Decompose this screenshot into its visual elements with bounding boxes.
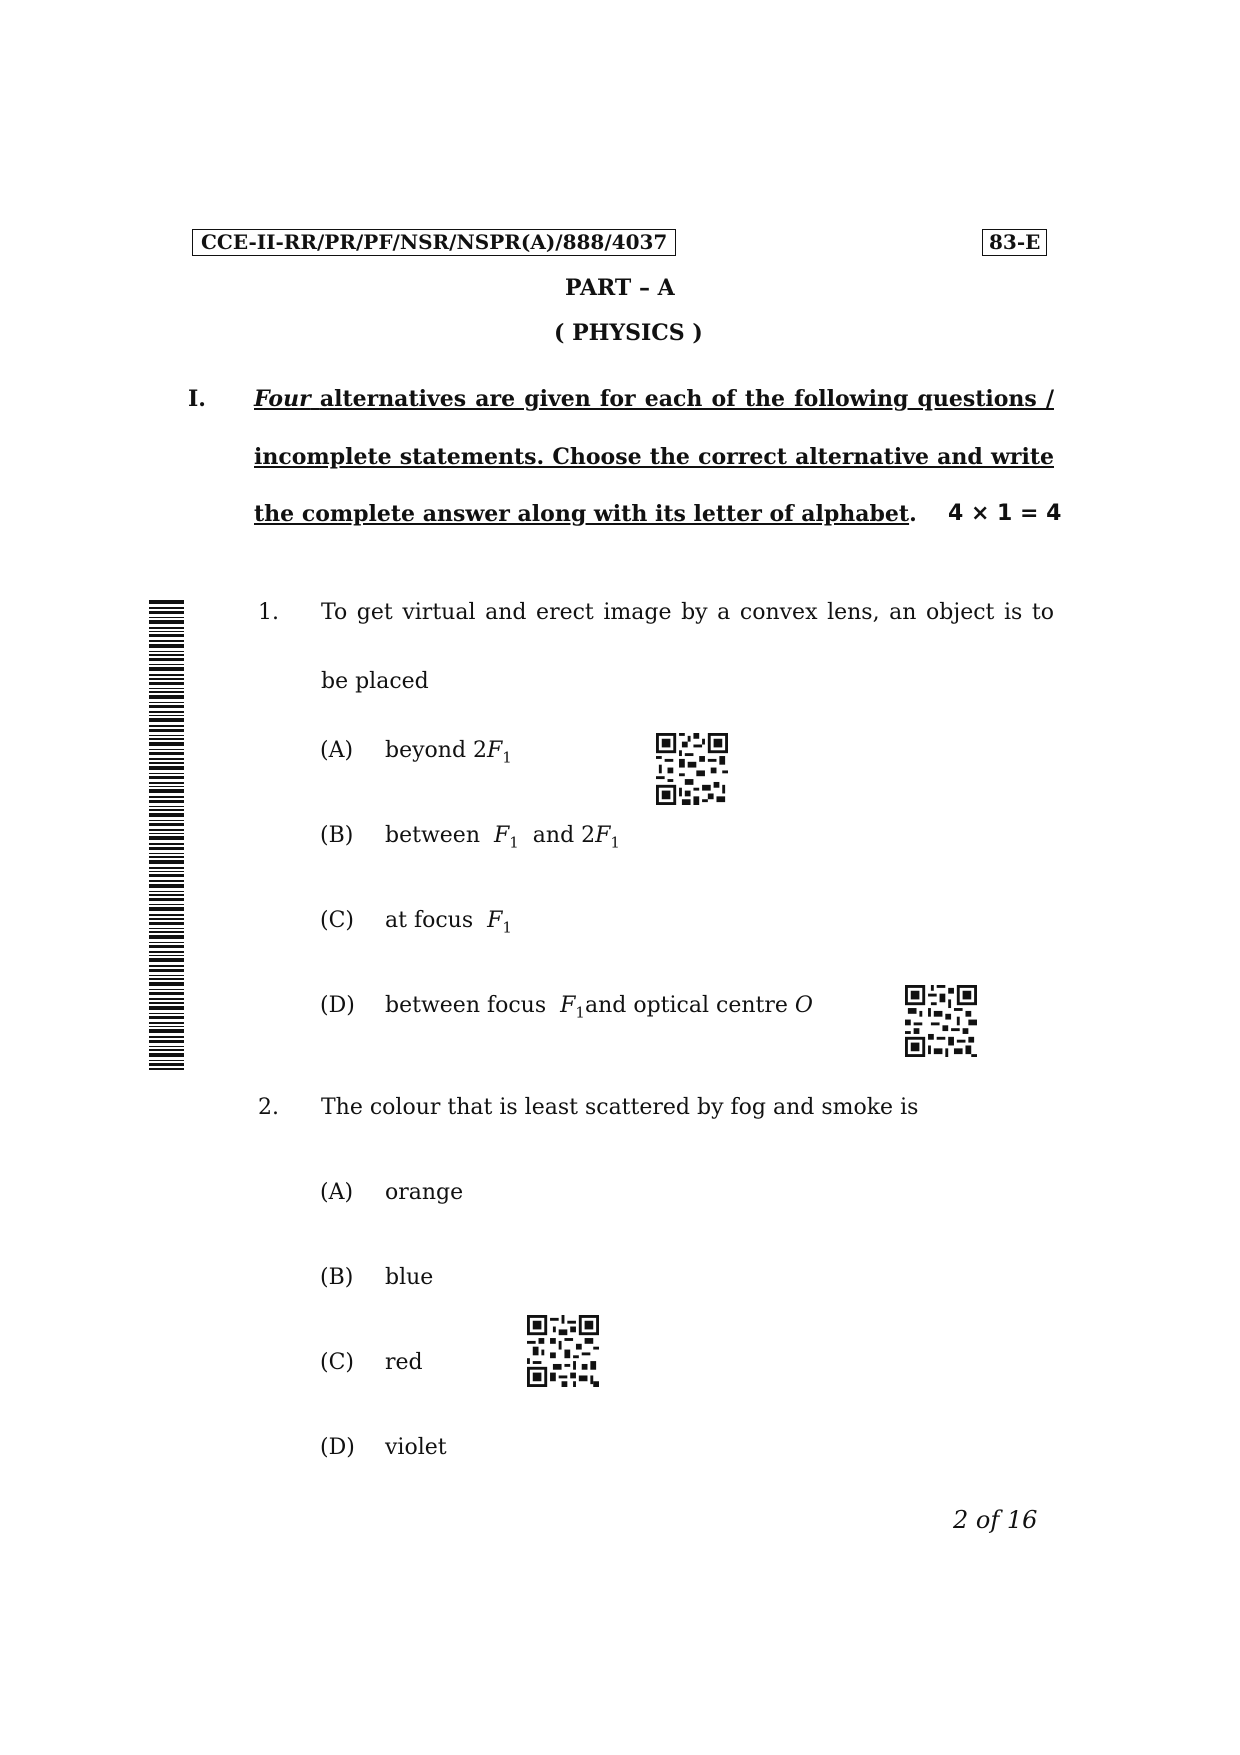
q1-option-b-letter: (B): [320, 823, 354, 848]
instruction-lead: Four: [254, 386, 311, 412]
paper-code: 83-E: [982, 229, 1047, 256]
exam-code: CCE-II-RR/PR/PF/NSR/NSPR(A)/888/4037: [192, 229, 676, 256]
instruction-text-2: incomplete statements. Choose the correct alternative and write: [254, 444, 1054, 470]
instruction-line-3: [254, 501, 917, 527]
q2-option-b-text: blue: [385, 1265, 434, 1290]
q2-option-a-text: orange: [385, 1180, 464, 1205]
q1-option-d-letter: (D): [320, 993, 355, 1018]
question-1-number: 1.: [258, 600, 279, 625]
instruction-text-3: the complete answer along with its letter of alphabet: [254, 501, 910, 527]
question-1-text-line-2: be placed: [321, 669, 429, 694]
instruction-line-2: [254, 444, 1054, 470]
q2-option-b-letter: (B): [320, 1265, 354, 1290]
part-title: PART – A: [565, 275, 675, 301]
qr-code-image: [527, 1315, 599, 1387]
section-number: I.: [188, 386, 206, 412]
q2-option-c-text: red: [385, 1350, 423, 1375]
q1-option-a-letter: (A): [320, 738, 354, 763]
marks-allocation: 4 × 1 = 4: [948, 501, 1062, 526]
subject-title: ( PHYSICS ): [554, 320, 703, 346]
q1-option-d-text: between focus $F_1and$ optical centre O: [385, 993, 813, 1022]
q2-option-d-letter: (D): [320, 1435, 355, 1460]
question-1-text-line-1: To get virtual and erect image by a convex lens, an object is to: [321, 600, 1054, 625]
q2-option-a-letter: (A): [320, 1180, 354, 1205]
question-2-text: The colour that is least scattered by fog and smoke is: [321, 1095, 919, 1120]
q1-option-a-text: beyond $2F_1$: [385, 738, 512, 767]
q1-option-b-text: between $F_1$ and $2F_1$: [385, 823, 620, 852]
instruction-text-1: alternatives are given for each of the following questions /: [319, 386, 1054, 412]
question-2-number: 2.: [258, 1095, 279, 1120]
qr-code-image: [656, 733, 728, 805]
qr-code-image: [905, 985, 977, 1057]
q2-option-c-letter: (C): [320, 1350, 354, 1375]
instruction-period: .: [909, 501, 917, 527]
instruction-line-1: [254, 386, 1054, 412]
q1-option-c-text: at focus $F_1$: [385, 908, 512, 937]
q1-option-c-letter: (C): [320, 908, 354, 933]
q2-option-d-text: violet: [385, 1435, 447, 1460]
barcode-image: [149, 600, 184, 1070]
page-number: 2 of 16: [953, 1506, 1038, 1534]
